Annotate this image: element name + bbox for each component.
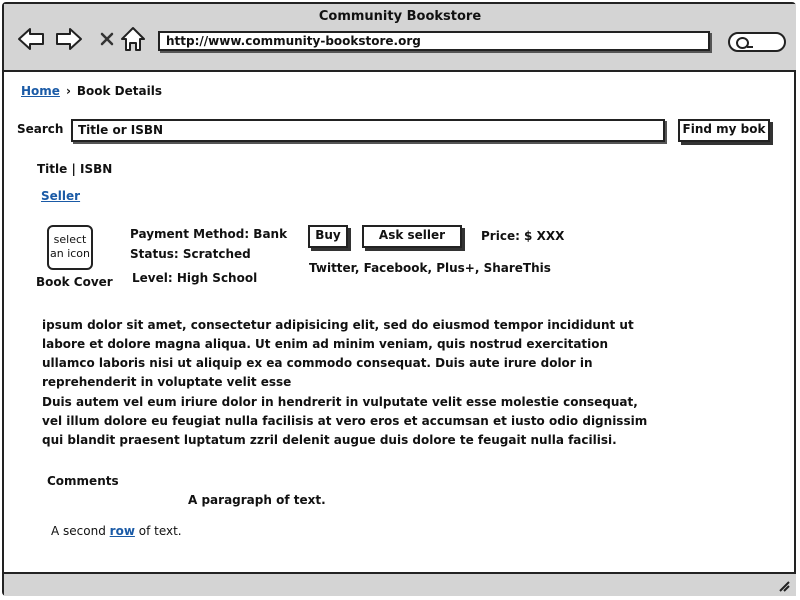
status-bar xyxy=(4,572,796,596)
payment-method: Payment Method: Bank xyxy=(130,227,288,241)
book-cover-image-icon: select an icon xyxy=(47,225,93,270)
comment-second-prefix: A second xyxy=(51,524,106,538)
book-title-isbn: Title | ISBN xyxy=(37,162,113,176)
comment-row-link[interactable]: row xyxy=(109,524,135,538)
comment-second-row xyxy=(51,524,182,538)
breadcrumb xyxy=(21,84,162,98)
comment-second-suffix: of text. xyxy=(138,524,182,538)
back-arrow-icon[interactable] xyxy=(16,24,46,54)
comments-heading: Comments xyxy=(47,474,119,488)
home-icon[interactable] xyxy=(118,24,148,54)
book-level: Level: High School xyxy=(132,271,258,285)
address-bar[interactable]: http://www.community-bookstore.org xyxy=(158,31,710,51)
browser-toolbar xyxy=(4,4,796,72)
seller-link[interactable]: Seller xyxy=(41,189,81,203)
book-cover-label: Book Cover xyxy=(36,275,113,289)
buy-button[interactable]: Buy xyxy=(308,225,348,248)
comment-text: A paragraph of text. xyxy=(188,493,326,507)
resize-grip-icon[interactable] xyxy=(776,578,790,592)
book-price: Price: $ XXX xyxy=(481,229,565,243)
share-links[interactable]: Twitter, Facebook, Plus+, ShareThis xyxy=(309,261,551,275)
breadcrumb-current: Book Details xyxy=(76,84,162,98)
description-paragraph-1: ipsum dolor sit amet, consectetur adipisicing elit, sed do eiusmod tempor incididunt ut labore et dolore magna aliqua. Ut enim ad minim veniam, quis nostrud exercitation ullamco laboris nisi ut aliquip ex ea commodo consequat. Duis aute irure dolor in reprehenderit in voluptate velit esse xyxy=(42,318,634,389)
chevron-right-icon: › xyxy=(65,84,71,98)
forward-arrow-icon[interactable] xyxy=(54,24,84,54)
breadcrumb-home-link[interactable]: Home xyxy=(21,84,60,98)
find-button[interactable]: Find my bok xyxy=(678,119,770,142)
ask-seller-button[interactable]: Ask seller xyxy=(362,225,462,248)
window-title: Community Bookstore xyxy=(318,9,482,24)
browser-search-field[interactable] xyxy=(728,32,786,52)
search-icon xyxy=(736,37,749,49)
book-status: Status: Scratched xyxy=(130,247,251,261)
search-label: Search xyxy=(17,122,64,136)
description-paragraph-2: Duis autem vel eum iriure dolor in hendrerit in vulputate velit esse molestie consequat, vel illum dolore eu feugiat nulla facilisis at vero eros et accumsan et iusto odio dignissim qui blandit praesent luptatum zzril delenit augue duis dolore te feugait nulla facilisi. xyxy=(42,395,648,447)
search-input[interactable]: Title or ISBN xyxy=(71,119,665,142)
